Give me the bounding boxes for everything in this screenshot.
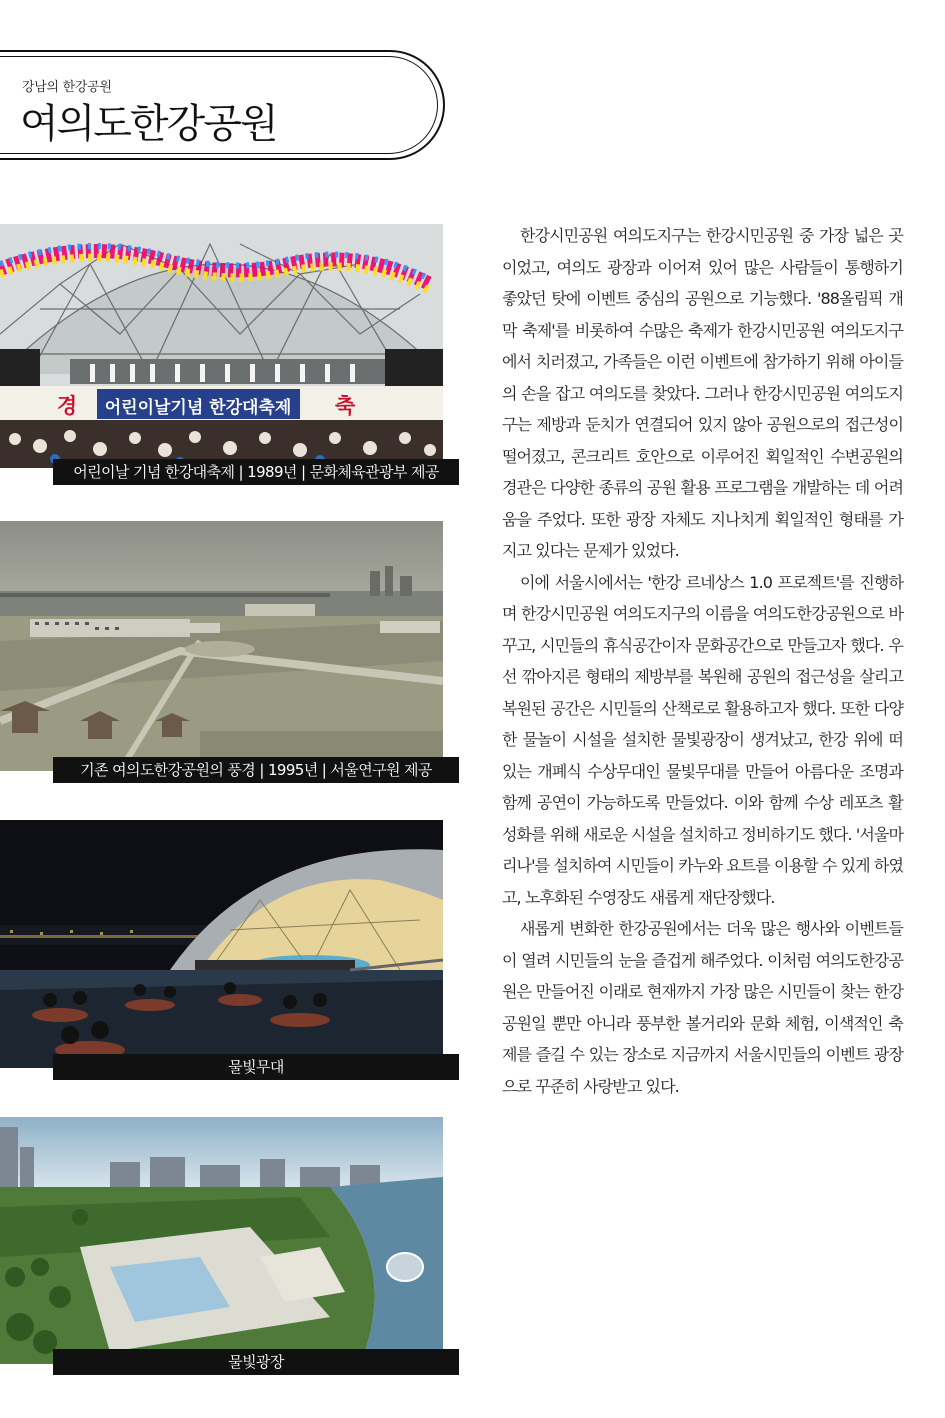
photo-caption: 기존 여의도한강공원의 풍경 | 1995년 | 서울연구원 제공 [53,757,459,783]
page-title: 여의도한강공원 [20,101,277,147]
article-body [502,220,903,1102]
photo-caption: 물빛광장 [53,1349,459,1375]
article-paragraph: 새롭게 변화한 한강공원에서는 더욱 많은 행사와 이벤트들이 열려 시민들의 눈을 즐겁게 해주었다. 이처럼 여의도한강공원은 만들어진 이래로 현재까지 가장 많은 시민들이 찾는 한강공원일 뿐만 아니라 풍부한 볼거리와 문화 체험, 이색적인 축제를 즐길 수 있는 장소로 지금까지 서울시민들의 이벤트 광장으로 꾸준히 사랑받고 있다. [502,919,903,1096]
article-paragraph: 이에 서울시에서는 '한강 르네상스 1.0 프로젝트'를 진행하며 한강시민공원 여의도지구의 이름을 여의도한강공원으로 바꾸고, 시민들의 휴식공간이자 문화공간으로 만들고자 했다. 우선 깎아지른 형태의 제방부를 복원해 공원의 접근성을 살리고 복원된 공간은 시민들의 산책로로 활용하고자 했다. 또한 다양한 물놀이 시설을 설치한 물빛광장이 생겨났고, 한강 위에 떠있는 개폐식 수상무대인 물빛무대를 만들어 아름다운 조명과 함께 공연이 가능하도록 만들었다. 이와 함께 수상 레포츠 활성화를 위해 새로운 시설을 설치하고 정비하기도 했다. '서울마리나'를 설치하여 시민들이 카누와 요트를 이용할 수 있게 하였고, 노후화된 수영장도 새롭게 재단장했다. [502,572,903,907]
banner-left-char: 경 [56,394,78,418]
photo-childrens-day-festival [0,224,443,468]
photo-mulbit-plaza [0,1117,443,1364]
photo-caption: 물빛무대 [53,1054,459,1080]
photo-old-yeouido-park [0,521,443,771]
section-subtitle: 강남의 한강공원 [22,80,112,95]
banner-text: 어린이날기념 한강대축제 [104,398,292,418]
banner-right-char: 축 [334,394,356,418]
photo-mulbit-stage [0,820,443,1068]
article-paragraph: 한강시민공원 여의도지구는 한강시민공원 중 가장 넓은 곳이었고, 여의도 광장과 이어져 있어 많은 사람들이 통행하기 좋았던 탓에 이벤트 중심의 공원으로 기능했다. '88올림픽 개막 축제'를 비롯하여 수많은 축제가 한강시민공원 여의도지구에서 치러졌고, 가족들은 이런 이벤트에 참가하기 위해 아이들의 손을 잡고 여의도를 찾았다. 그러나 한강시민공원 여의도지구는 제방과 둔치가 연결되어 있지 않아 공원으로의 접근성이 떨어졌고, 콘크리트 호안으로 이루어진 획일적인 수변공원의 경관은 다양한 종류의 공원 활용 프로그램을 개발하는 데 어려움을 주었다. 또한 광장 자체도 지나치게 획일적인 형태를 가지고 있다는 문제가 있었다. [502,226,903,560]
photo-caption: 어린이날 기념 한강대축제 | 1989년 | 문화체육관광부 제공 [53,459,459,485]
